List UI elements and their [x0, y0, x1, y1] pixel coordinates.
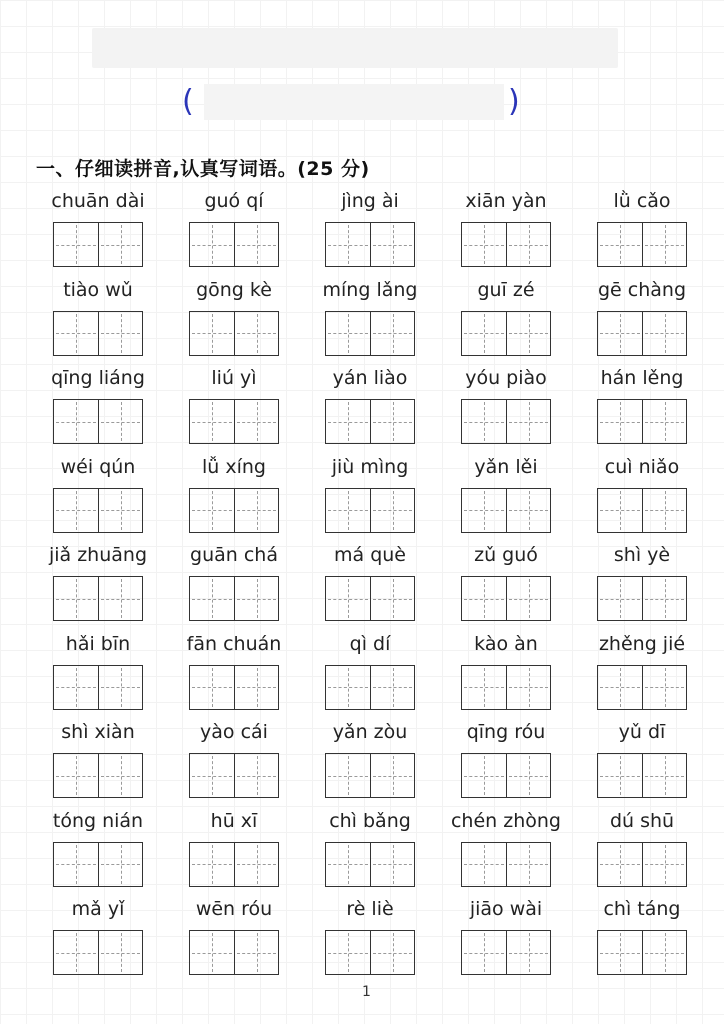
character-box[interactable] [190, 931, 234, 974]
character-box[interactable] [234, 312, 278, 355]
writing-boxes[interactable] [461, 753, 551, 798]
word-item [30, 627, 166, 715]
pinyin-label: liú yì [211, 367, 257, 389]
word-item [30, 715, 166, 803]
word-item [574, 273, 710, 361]
section-title: 一、仔细读拼音,认真写词语。(25 分) [36, 158, 370, 180]
word-item [574, 184, 710, 272]
word-item [302, 450, 438, 538]
word-item [302, 804, 438, 892]
pinyin-label: hǎi bīn [65, 632, 131, 655]
word-item [166, 184, 302, 272]
writing-boxes[interactable] [461, 222, 551, 267]
pinyin-label: qīng liáng [51, 367, 145, 389]
pinyin-label: míng lǎng [322, 278, 418, 301]
writing-boxes[interactable] [461, 488, 551, 533]
word-item [438, 538, 574, 626]
pinyin-label: guī zé [477, 278, 535, 301]
character-box[interactable] [642, 577, 686, 620]
word-item [574, 538, 710, 626]
writing-boxes[interactable] [597, 488, 687, 533]
writing-boxes[interactable] [325, 753, 415, 798]
pinyin-label: jiǎ zhuāng [48, 544, 148, 566]
character-box[interactable] [370, 754, 414, 797]
pinyin-label: jiù mìng [331, 455, 409, 478]
pinyin-label: jiāo wài [469, 898, 543, 920]
pinyin-label: tóng nián [52, 809, 144, 832]
character-box[interactable] [598, 400, 642, 443]
writing-boxes[interactable] [189, 842, 279, 887]
pinyin-label: guó qí [204, 190, 264, 212]
pinyin-label: chì bǎng [329, 809, 411, 832]
writing-boxes[interactable] [53, 222, 143, 267]
writing-boxes[interactable] [461, 665, 551, 710]
writing-boxes[interactable] [325, 222, 415, 267]
character-box[interactable] [370, 400, 414, 443]
writing-boxes[interactable] [597, 665, 687, 710]
word-item [438, 184, 574, 272]
writing-boxes[interactable] [597, 399, 687, 444]
pinyin-label: gē chàng [597, 278, 687, 301]
word-item [302, 538, 438, 626]
character-box[interactable] [190, 577, 234, 620]
writing-boxes[interactable] [189, 222, 279, 267]
character-box[interactable] [234, 223, 278, 266]
blurred-subtitle [204, 84, 504, 120]
character-box[interactable] [234, 843, 278, 886]
word-item [30, 273, 166, 361]
pinyin-label: gōng kè [196, 278, 272, 301]
writing-boxes[interactable] [189, 488, 279, 533]
pinyin-label: yán liào [332, 367, 408, 389]
page-number: 1 [362, 984, 371, 1000]
character-box[interactable] [190, 312, 234, 355]
word-item [438, 273, 574, 361]
character-box[interactable] [642, 754, 686, 797]
character-box[interactable] [98, 843, 142, 886]
word-item [166, 450, 302, 538]
word-item [166, 361, 302, 449]
word-item [166, 804, 302, 892]
writing-boxes[interactable] [325, 665, 415, 710]
character-box[interactable] [642, 312, 686, 355]
writing-boxes[interactable] [53, 488, 143, 533]
character-box[interactable] [98, 223, 142, 266]
character-box[interactable] [54, 400, 98, 443]
character-box[interactable] [190, 666, 234, 709]
word-item [438, 892, 574, 980]
pinyin-label: xiān yàn [465, 190, 547, 212]
character-box[interactable] [462, 843, 506, 886]
pinyin-label: jìng ài [341, 190, 399, 212]
character-box[interactable] [598, 666, 642, 709]
writing-boxes[interactable] [53, 753, 143, 798]
writing-boxes[interactable] [461, 399, 551, 444]
character-box[interactable] [54, 843, 98, 886]
word-item [302, 273, 438, 361]
pinyin-label: yào cái [200, 721, 268, 743]
character-box[interactable] [98, 754, 142, 797]
writing-boxes[interactable] [461, 842, 551, 887]
character-box[interactable] [54, 223, 98, 266]
character-box[interactable] [326, 577, 370, 620]
character-box[interactable] [326, 754, 370, 797]
character-box[interactable] [234, 577, 278, 620]
character-box[interactable] [598, 843, 642, 886]
character-box[interactable] [190, 489, 234, 532]
word-item [438, 450, 574, 538]
writing-boxes[interactable] [189, 753, 279, 798]
writing-boxes[interactable] [325, 930, 415, 975]
writing-boxes[interactable] [189, 311, 279, 356]
word-item [574, 361, 710, 449]
character-box[interactable] [190, 400, 234, 443]
writing-boxes[interactable] [597, 842, 687, 887]
character-box[interactable] [642, 223, 686, 266]
character-box[interactable] [190, 754, 234, 797]
word-item [302, 361, 438, 449]
pinyin-label: yǔ dī [618, 721, 666, 743]
character-box[interactable] [462, 666, 506, 709]
character-box[interactable] [326, 931, 370, 974]
pinyin-label: lǚ xíng [202, 455, 266, 478]
pinyin-label: cuì niǎo [604, 455, 680, 478]
character-box[interactable] [506, 223, 550, 266]
word-item [30, 804, 166, 892]
character-box[interactable] [370, 931, 414, 974]
character-box[interactable] [642, 843, 686, 886]
character-box[interactable] [54, 754, 98, 797]
pinyin-label: guān chá [190, 544, 278, 566]
writing-boxes[interactable] [189, 576, 279, 621]
character-box[interactable] [642, 489, 686, 532]
pinyin-label: yǎn lěi [474, 455, 538, 478]
character-box[interactable] [462, 400, 506, 443]
character-box[interactable] [598, 312, 642, 355]
character-box[interactable] [98, 489, 142, 532]
pinyin-label: hán lěng [600, 367, 684, 389]
pinyin-label: rè liè [346, 898, 394, 920]
pinyin-label: yǎn zòu [332, 721, 408, 743]
writing-boxes[interactable] [189, 399, 279, 444]
character-box[interactable] [326, 400, 370, 443]
word-item [30, 450, 166, 538]
right-parenthesis: ) [508, 84, 520, 119]
writing-boxes[interactable] [597, 222, 687, 267]
writing-boxes[interactable] [53, 842, 143, 887]
writing-boxes[interactable] [325, 576, 415, 621]
character-box[interactable] [462, 489, 506, 532]
writing-boxes[interactable] [189, 665, 279, 710]
character-box[interactable] [370, 577, 414, 620]
character-box[interactable] [234, 489, 278, 532]
character-box[interactable] [506, 843, 550, 886]
pinyin-label: qīng róu [466, 721, 546, 743]
pinyin-label: kào àn [474, 632, 538, 655]
writing-boxes[interactable] [53, 665, 143, 710]
character-box[interactable] [98, 577, 142, 620]
pinyin-label: chén zhòng [450, 809, 561, 832]
left-parenthesis: ( [182, 84, 194, 119]
word-item [574, 892, 710, 980]
word-item [302, 627, 438, 715]
character-box[interactable] [98, 312, 142, 355]
character-box[interactable] [370, 489, 414, 532]
character-box[interactable] [234, 931, 278, 974]
character-box[interactable] [506, 489, 550, 532]
character-box[interactable] [326, 843, 370, 886]
pinyin-label: chì táng [603, 898, 681, 920]
word-item [30, 184, 166, 272]
writing-boxes[interactable] [325, 842, 415, 887]
word-item [574, 627, 710, 715]
pinyin-label: má què [334, 544, 406, 566]
word-item [30, 538, 166, 626]
writing-boxes[interactable] [461, 576, 551, 621]
pinyin-label: yóu piào [465, 367, 547, 389]
pinyin-label: wéi qún [60, 455, 136, 478]
character-box[interactable] [462, 577, 506, 620]
word-item [30, 361, 166, 449]
character-box[interactable] [234, 666, 278, 709]
character-box[interactable] [506, 577, 550, 620]
writing-boxes[interactable] [53, 399, 143, 444]
character-box[interactable] [506, 754, 550, 797]
character-box[interactable] [506, 400, 550, 443]
pinyin-label: shì xiàn [61, 721, 135, 743]
pinyin-label: chuān dài [51, 190, 145, 212]
word-item [166, 627, 302, 715]
blurred-title-bar [92, 28, 618, 68]
pinyin-label: lǜ cǎo [613, 190, 671, 212]
writing-boxes[interactable] [461, 311, 551, 356]
word-item [166, 273, 302, 361]
character-box[interactable] [598, 223, 642, 266]
writing-boxes[interactable] [53, 930, 143, 975]
writing-boxes[interactable] [597, 930, 687, 975]
character-box[interactable] [642, 931, 686, 974]
character-box[interactable] [598, 754, 642, 797]
character-box[interactable] [190, 223, 234, 266]
character-box[interactable] [326, 666, 370, 709]
character-box[interactable] [370, 312, 414, 355]
word-item [302, 184, 438, 272]
writing-boxes[interactable] [461, 930, 551, 975]
character-box[interactable] [326, 489, 370, 532]
pinyin-label: mǎ yǐ [71, 898, 125, 920]
pinyin-label: hū xī [210, 809, 258, 832]
writing-boxes[interactable] [53, 576, 143, 621]
character-box[interactable] [54, 312, 98, 355]
character-box[interactable] [326, 223, 370, 266]
word-item [438, 715, 574, 803]
word-item [30, 892, 166, 980]
word-item [166, 715, 302, 803]
character-box[interactable] [234, 400, 278, 443]
word-item [166, 538, 302, 626]
character-box[interactable] [506, 931, 550, 974]
character-box[interactable] [462, 223, 506, 266]
word-item [166, 892, 302, 980]
character-box[interactable] [98, 666, 142, 709]
character-box[interactable] [98, 931, 142, 974]
pinyin-label: zhěng jié [598, 632, 686, 655]
word-item [574, 715, 710, 803]
word-item [574, 450, 710, 538]
character-box[interactable] [370, 666, 414, 709]
word-item [302, 715, 438, 803]
writing-boxes[interactable] [325, 399, 415, 444]
character-box[interactable] [54, 577, 98, 620]
character-box[interactable] [642, 666, 686, 709]
pinyin-label: wēn róu [195, 898, 273, 920]
writing-boxes[interactable] [597, 753, 687, 798]
pinyin-label: qì dí [349, 632, 391, 655]
character-box[interactable] [370, 843, 414, 886]
pinyin-label: dú shū [609, 809, 675, 832]
pinyin-label: fān chuán [186, 632, 282, 655]
character-box[interactable] [54, 666, 98, 709]
name-blank [170, 80, 530, 124]
character-box[interactable] [506, 666, 550, 709]
writing-boxes[interactable] [325, 311, 415, 356]
writing-boxes[interactable] [597, 576, 687, 621]
pinyin-label: zǔ guó [474, 544, 538, 566]
character-box[interactable] [54, 489, 98, 532]
character-box[interactable] [98, 400, 142, 443]
character-box[interactable] [462, 754, 506, 797]
character-box[interactable] [642, 400, 686, 443]
character-box[interactable] [598, 931, 642, 974]
character-box[interactable] [462, 312, 506, 355]
character-box[interactable] [190, 843, 234, 886]
word-item [438, 627, 574, 715]
character-box[interactable] [506, 312, 550, 355]
pinyin-label: shì yè [613, 544, 671, 566]
writing-boxes[interactable] [597, 311, 687, 356]
word-item [438, 361, 574, 449]
writing-boxes[interactable] [325, 488, 415, 533]
character-box[interactable] [598, 489, 642, 532]
writing-boxes[interactable] [53, 311, 143, 356]
word-item [302, 892, 438, 980]
writing-boxes[interactable] [189, 930, 279, 975]
pinyin-label: tiào wǔ [63, 278, 133, 301]
character-box[interactable] [370, 223, 414, 266]
word-item [438, 804, 574, 892]
character-box[interactable] [598, 577, 642, 620]
character-box[interactable] [54, 931, 98, 974]
character-box[interactable] [326, 312, 370, 355]
character-box[interactable] [234, 754, 278, 797]
word-item [574, 804, 710, 892]
character-box[interactable] [462, 931, 506, 974]
